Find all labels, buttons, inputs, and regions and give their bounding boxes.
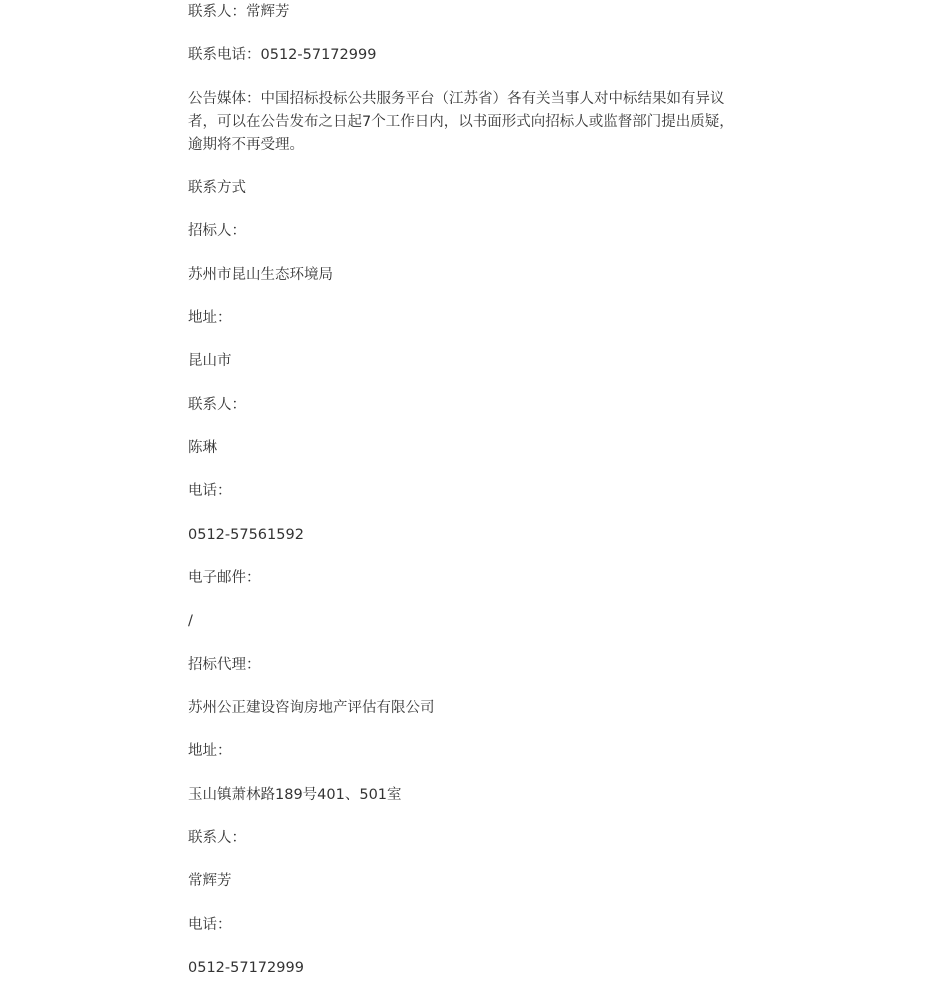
tenderer-phone-label: 电话： — [188, 483, 232, 499]
tenderer-contact: 陈琳 — [188, 440, 217, 456]
agent-contact-label: 联系人： — [188, 830, 246, 846]
tenderer-address: 昆山市 — [188, 353, 232, 369]
agent-label: 招标代理： — [188, 657, 261, 673]
agent-contact: 常辉芳 — [188, 873, 232, 889]
agent-phone-label: 电话： — [188, 917, 232, 933]
tenderer-email: / — [188, 613, 193, 629]
contact-phone-line: 联系电话：0512-57172999 — [188, 47, 377, 63]
tenderer-phone: 0512-57561592 — [188, 527, 304, 543]
tenderer-email-label: 电子邮件： — [188, 570, 261, 586]
tenderer-contact-label: 联系人： — [188, 397, 246, 413]
agent-address: 玉山镇萧林路189号401、501室 — [188, 787, 402, 803]
agent-name: 苏州公正建设咨询房地产评估有限公司 — [188, 700, 435, 716]
agent-phone: 0512-57172999 — [188, 960, 304, 976]
tenderer-label: 招标人： — [188, 223, 246, 239]
agent-address-label: 地址： — [188, 743, 232, 759]
notice-media-paragraph: 公告媒体：中国招标投标公共服务平台（江苏省）各有关当事人对中标结果如有异议者，可以在公告发布之日起7个工作日内，以书面形式向招标人或监督部门提出质疑，逾期将不再受理。 — [188, 91, 734, 153]
tenderer-name: 苏州市昆山生态环境局 — [188, 267, 333, 283]
contact-method-heading: 联系方式 — [188, 180, 246, 196]
tenderer-address-label: 地址： — [188, 310, 232, 326]
contact-person-line: 联系人：常辉芳 — [188, 4, 290, 20]
